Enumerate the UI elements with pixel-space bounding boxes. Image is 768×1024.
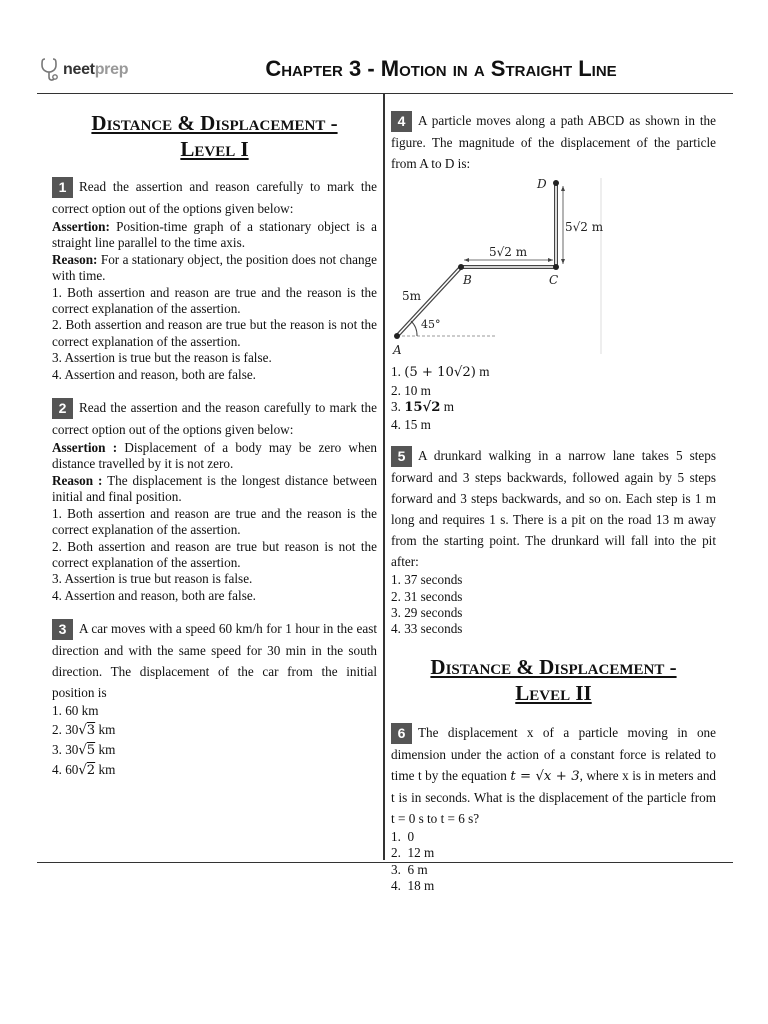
- option-1: 1. Both assertion and reason are true and the reason is the correct explanation of the assertion.: [52, 505, 377, 538]
- section-title-level-2: Distance & Displacement -: [430, 654, 677, 679]
- question-stem-b: , where x is in meters and t is in seconds. What is the displacement of the particle from t = 0 s to t = 6 s?: [391, 767, 717, 826]
- option-2: 2. 10 m: [391, 383, 431, 398]
- path-abcd-figure: [391, 178, 716, 356]
- question-number-badge: 1: [52, 177, 73, 198]
- option-2: 2. 30√3 km: [52, 721, 116, 738]
- option-4: 4. Assertion and reason, both are false.: [52, 587, 256, 603]
- option-3: 3. Assertion is true but reason is false.: [52, 571, 253, 587]
- assertion-text: Displacement of a body may be zero when distance travelled by it is not zero.: [52, 440, 377, 472]
- label-angle: 45°: [421, 318, 441, 331]
- reason-label: Reason:: [52, 251, 98, 267]
- question-number-badge: 5: [391, 446, 412, 467]
- option-4: 4. Assertion and reason, both are false.: [52, 366, 256, 382]
- chapter-title: Chapter 3 - Motion in a Straight Line: [265, 56, 617, 81]
- option-1: 1. 60 km: [52, 703, 99, 719]
- option-4: 4. 60√2 km: [52, 761, 116, 778]
- label-c: C: [549, 273, 559, 287]
- assertion-label: Assertion :: [52, 440, 118, 456]
- reason-text: The displacement is the longest distance between initial and final position.: [52, 472, 377, 505]
- question-number-badge: 6: [391, 723, 412, 744]
- option-1: 1. 0: [391, 828, 415, 844]
- question-stem: A car moves with a speed 60 km/h for 1 hour in the east direction and with the same speed for 30 min in the south direction. The displacement of the car from the initial position is: [52, 621, 377, 701]
- page-header: [0, 0, 768, 94]
- label-b: B: [463, 273, 472, 287]
- logo-prep-text: prep: [94, 61, 129, 78]
- option-2: 2. Both assertion and reason are true but reason is not the correct explanation of the assertion.: [52, 538, 377, 570]
- equation: t = √x + 3: [510, 768, 580, 784]
- question-stem: A drunkard walking in a narrow lane takes 5 steps forward and 3 steps backwards, followed again by 5 steps forward and 3 steps backwards, and so on. Each step is 1 m long and requires 1 s. There is a pit on the road 13 m away from the starting point. The drunkard will fall into the pit after:: [391, 448, 716, 570]
- logo-neet-text: neet: [63, 61, 95, 78]
- assertion-label: Assertion:: [52, 219, 110, 234]
- question-stem: A particle moves along a path ABCD as shown in the figure. The magnitude of the displacement of the particle from A to D is:: [391, 113, 716, 171]
- section-subtitle-level-2: Level II: [515, 680, 592, 705]
- option-4: 4. 18 m: [391, 878, 435, 894]
- option-2: 2. 31 seconds: [391, 588, 463, 604]
- assertion-text: Position-time graph of a stationary object is a straight line parallel to the time axis.: [52, 219, 377, 251]
- question-2: [52, 397, 377, 604]
- question-stem: Read the assertion and reason carefully to mark the correct option out of the options given below:: [52, 179, 377, 216]
- option-3: 3. 30√5 km: [52, 741, 116, 758]
- stethoscope-icon: [40, 57, 62, 83]
- option-3: 3. 6 m: [391, 861, 428, 877]
- right-column: [391, 110, 716, 908]
- question-number-badge: 2: [52, 398, 73, 419]
- label-cd: 5√2 m: [565, 220, 604, 234]
- question-4: [391, 110, 716, 433]
- option-2: 2. 12 m: [391, 845, 435, 861]
- label-a: A: [393, 343, 402, 356]
- question-6: [391, 722, 716, 895]
- reason-text: For a stationary object, the position does not change with time.: [52, 251, 377, 284]
- option-1: 1. Both assertion and reason are true and the reason is the correct explanation of the assertion.: [52, 284, 377, 317]
- column-divider: [383, 94, 385, 860]
- question-number-badge: 4: [391, 111, 412, 132]
- label-d: D: [537, 178, 547, 191]
- option-1: 1. 37 seconds: [391, 572, 463, 588]
- question-1: [52, 176, 377, 383]
- option-3: 3. Assertion is true but the reason is false.: [52, 350, 272, 366]
- section-title-level-1: Distance & Displacement -: [91, 111, 338, 135]
- header-divider: [37, 93, 733, 94]
- option-3: 3. 15√2 m: [391, 399, 454, 416]
- label-bc: 5√2 m: [489, 245, 528, 259]
- reason-label: Reason :: [52, 472, 103, 488]
- question-stem-a: The displacement x of a particle moving in one dimension under the action of a constant force is related to time t by the equation: [391, 724, 716, 783]
- section-subtitle-level-1: Level I: [180, 137, 249, 161]
- option-4: 4. 15 m: [391, 416, 431, 432]
- label-ab: 5m: [402, 289, 422, 303]
- neetprep-logo: [40, 56, 128, 84]
- option-2: 2. Both assertion and reason are true but the reason is not the correct explanation of the assertion.: [52, 317, 377, 349]
- question-5: [391, 445, 716, 638]
- option-3: 3. 29 seconds: [391, 605, 463, 621]
- question-number-badge: 3: [52, 619, 73, 640]
- option-4: 4. 33 seconds: [391, 621, 463, 637]
- left-column: [52, 110, 377, 794]
- option-1: 1. (5 + 10√2) m: [391, 364, 490, 380]
- question-stem: Read the assertion and the reason carefully to mark the correct option out of the options given below:: [52, 400, 377, 438]
- question-3: [52, 618, 377, 779]
